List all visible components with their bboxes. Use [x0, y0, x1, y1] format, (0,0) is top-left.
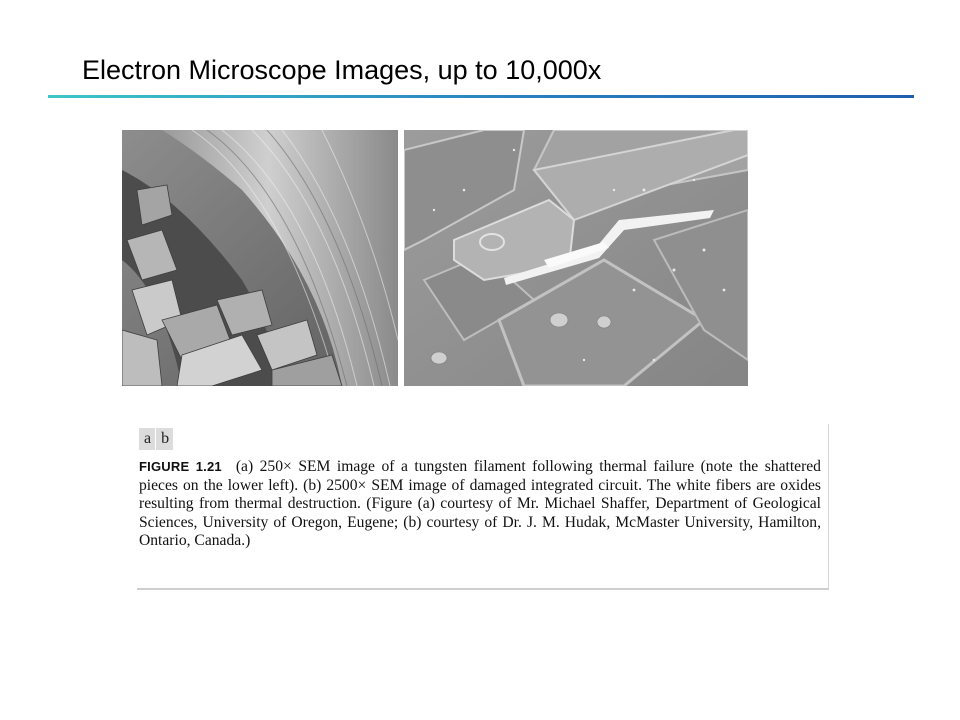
sem-image-damaged-circuit	[404, 130, 748, 386]
panel-labels	[139, 428, 173, 450]
title-underline	[48, 95, 914, 98]
caption-bottom-rule	[137, 588, 829, 590]
sem-image-tungsten-filament	[122, 130, 398, 386]
figure-caption	[139, 458, 821, 551]
figure-caption-panel	[137, 424, 829, 590]
figure-label: FIGURE 1.21	[139, 459, 222, 474]
caption-panel-edge	[828, 424, 829, 590]
panel-label-b: b	[155, 428, 173, 450]
slide-title: Electron Microscope Images, up to 10,000x	[82, 55, 602, 85]
panel-label-a: a	[144, 430, 152, 447]
figure-caption-text: (a) 250× SEM image of a tungsten filament following thermal failure (note the shattered pieces on the lower left). (b) 2500× SEM image of damaged integrated circuit. The white fibers are oxides resulting from thermal destruction. (Figure (a) courtesy of Mr. Michael Shaffer, Department of Geological Sciences, University of Oregon, Eugene; (b) courtesy of Dr. J. M. Hudak, McMaster University, Hamilton, Ontario, Canada.)	[139, 458, 821, 550]
